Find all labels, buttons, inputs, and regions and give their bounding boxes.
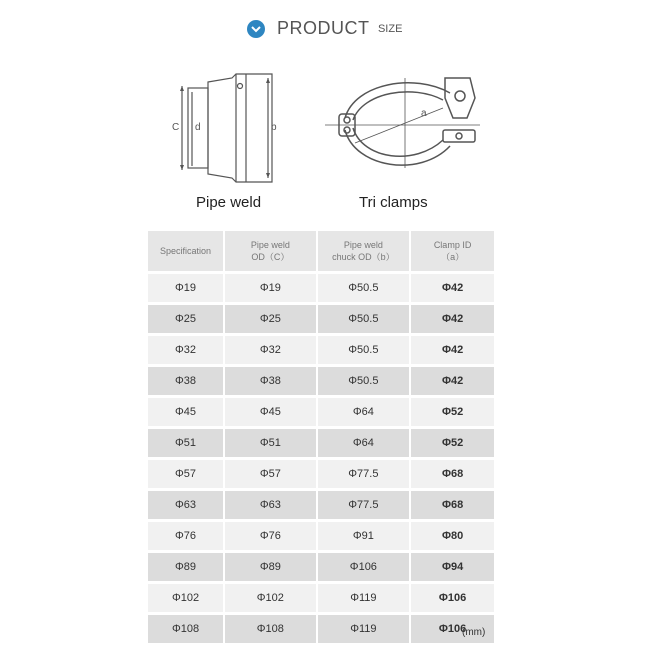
cell-spec: Φ89 (148, 553, 223, 581)
cell-spec: Φ38 (148, 367, 223, 395)
cell-clamp-id: Φ106 (409, 584, 494, 612)
unit-label: (mm) (462, 627, 486, 638)
cell-od: Φ57 (223, 460, 315, 488)
pipe-weld-drawing (160, 70, 290, 190)
cell-chuck-od: Φ64 (316, 429, 410, 457)
cell-spec: Φ45 (148, 398, 223, 426)
cell-od: Φ38 (223, 367, 315, 395)
label-d: d (195, 122, 201, 133)
section-header (0, 18, 649, 39)
table-row (148, 491, 494, 519)
cell-spec: Φ19 (148, 274, 223, 302)
label-b: b (271, 122, 277, 133)
header-clamp-id: Clamp ID （a） (409, 231, 494, 271)
cell-chuck-od: Φ50.5 (316, 305, 410, 333)
cell-chuck-od: Φ50.5 (316, 336, 410, 364)
header-subtitle: SIZE (377, 22, 403, 35)
cell-chuck-od: Φ77.5 (316, 460, 410, 488)
cell-od: Φ102 (223, 584, 315, 612)
cell-od: Φ76 (223, 522, 315, 550)
table-row (148, 429, 494, 457)
cell-clamp-id: Φ42 (409, 274, 494, 302)
cell-od: Φ63 (223, 491, 315, 519)
cell-clamp-id: Φ68 (409, 491, 494, 519)
cell-clamp-id: Φ68 (409, 460, 494, 488)
table-row (148, 584, 494, 612)
cell-od: Φ51 (223, 429, 315, 457)
cell-chuck-od: Φ119 (316, 615, 410, 643)
label-c: C (172, 122, 180, 133)
header-specification: Specification (148, 231, 223, 271)
cell-spec: Φ76 (148, 522, 223, 550)
cell-chuck-od: Φ106 (316, 553, 410, 581)
table-row (148, 398, 494, 426)
cell-chuck-od: Φ119 (316, 584, 410, 612)
table-header-row (148, 231, 494, 271)
cell-od: Φ32 (223, 336, 315, 364)
cell-od: Φ19 (223, 274, 315, 302)
cell-clamp-id: Φ106 (409, 615, 494, 643)
cell-spec: Φ25 (148, 305, 223, 333)
cell-chuck-od: Φ50.5 (316, 367, 410, 395)
header-title: PRODUCT (277, 18, 370, 38)
cell-spec: Φ51 (148, 429, 223, 457)
table-row (148, 336, 494, 364)
cell-spec: Φ108 (148, 615, 223, 643)
table-row (148, 460, 494, 488)
table-row (148, 367, 494, 395)
cell-chuck-od: Φ91 (316, 522, 410, 550)
tri-clamp-drawing (325, 68, 485, 183)
cell-od: Φ45 (223, 398, 315, 426)
header-pipe-weld-chuck-od: Pipe weld chuck OD（b） (316, 231, 410, 271)
cell-clamp-id: Φ52 (409, 398, 494, 426)
cell-chuck-od: Φ64 (316, 398, 410, 426)
spec-table (148, 228, 494, 646)
cell-clamp-id: Φ52 (409, 429, 494, 457)
table-row (148, 553, 494, 581)
table-row (148, 274, 494, 302)
cell-od: Φ25 (223, 305, 315, 333)
cell-clamp-id: Φ42 (409, 305, 494, 333)
cell-chuck-od: Φ77.5 (316, 491, 410, 519)
cell-clamp-id: Φ80 (409, 522, 494, 550)
tri-clamps-caption: Tri clamps (359, 194, 428, 211)
cell-spec: Φ63 (148, 491, 223, 519)
pipe-weld-caption: Pipe weld (196, 194, 262, 211)
table-row (148, 615, 494, 643)
header-pipe-weld-od: Pipe weld OD（C） (223, 231, 315, 271)
cell-clamp-id: Φ42 (409, 336, 494, 364)
cell-spec: Φ102 (148, 584, 223, 612)
cell-od: Φ108 (223, 615, 315, 643)
cell-od: Φ89 (223, 553, 315, 581)
table-row (148, 305, 494, 333)
table-row (148, 522, 494, 550)
chevron-down-icon (247, 20, 265, 38)
label-a: a (421, 108, 427, 119)
cell-spec: Φ32 (148, 336, 223, 364)
cell-spec: Φ57 (148, 460, 223, 488)
cell-clamp-id: Φ94 (409, 553, 494, 581)
cell-chuck-od: Φ50.5 (316, 274, 410, 302)
cell-clamp-id: Φ42 (409, 367, 494, 395)
